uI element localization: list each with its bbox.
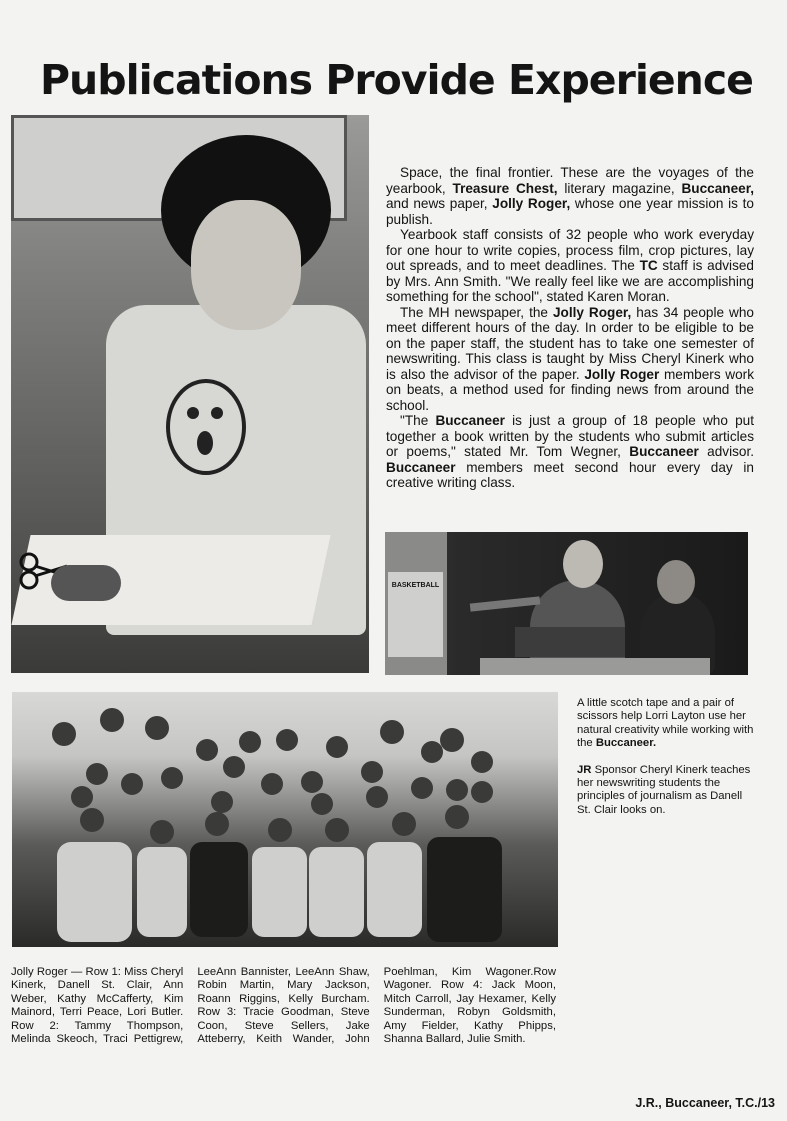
text-run: "The bbox=[400, 413, 436, 428]
text-run: literary magazine, bbox=[557, 180, 682, 196]
article-paragraph bbox=[386, 413, 754, 491]
desk-edge bbox=[480, 658, 710, 675]
bold-run: Jolly Roger, bbox=[552, 304, 632, 320]
text-run: is just a group of 18 people who put together a book written by the students who submit articles or poems," stated Mr. Tom Wegner, bbox=[386, 413, 754, 459]
text-run: Sponsor Cheryl Kinerk teaches her newswriting students the principles of journalism as Danell St. Clair looks on. bbox=[577, 763, 751, 816]
pointing-arm bbox=[470, 596, 540, 611]
text-run: and news paper, bbox=[386, 196, 493, 211]
article-paragraph bbox=[386, 165, 754, 227]
bold-run: Buccaneer, bbox=[681, 180, 755, 196]
text-run: A little scotch tape and a pair of scissors help Lorri Layton use her natural creativity while working with the bbox=[577, 697, 754, 750]
group-photo-roster: Jolly Roger — Row 1: Miss Cheryl Kinerk, Danell St. Clair, Ann Weber, Kathy McCafferty, Kim Mainord, Terri Peace, Lori Butler. Row 2: Tammy Thompson, Melinda Skeoch, Traci Pettigrew, LeeAnn Bannister, LeeAnn Shaw, Robin Martin, Mary Jackson, Roann Riggins, Kelly Burcham. Row 3: Tracie Goodman, Steve Coon, Steve Sellers, Jake Atteberry, Keith Wander, John Poehlman, Kim Wagoner.Row Wagoner. Row 4: Jack Moon, Mitch Carroll, Jay Hexamer, Kelly Sunderman, Robyn Goldsmith, Amy Fielder, Kathy Phipps, Shanna Ballard, Julie Smith. bbox=[11, 966, 556, 1046]
bold-run: Jolly Roger, bbox=[492, 196, 571, 211]
photo-cheryl-kinerk bbox=[385, 532, 748, 675]
text-run: advisor. bbox=[698, 444, 755, 459]
bold-run: Treasure Chest, bbox=[452, 180, 558, 196]
basketball-schedule-sign bbox=[388, 572, 443, 657]
text-run: whose one year mission is to publish. bbox=[386, 196, 754, 227]
article-paragraph bbox=[386, 227, 754, 305]
shirt-graphic-icon bbox=[161, 377, 251, 477]
bold-run: Buccaneer bbox=[435, 413, 505, 428]
text-run: The MH newspaper, the bbox=[400, 304, 553, 320]
text-run: members work on beats, a method used for finding news from around the school. bbox=[386, 366, 755, 413]
text-run: Space, the final frontier. These are the voyages of the yearbook, bbox=[386, 165, 754, 196]
article-paragraph bbox=[386, 305, 754, 414]
photo-captions bbox=[577, 697, 755, 830]
photo-jolly-roger-staff-group bbox=[12, 692, 558, 947]
bold-run: Buccaneer bbox=[386, 459, 456, 475]
group-of-people-icon bbox=[12, 692, 558, 947]
page-title: Publications Provide Experience bbox=[40, 56, 753, 104]
bold-run: TC bbox=[639, 258, 658, 273]
page-folio: J.R., Buccaneer, T.C./13 bbox=[635, 1096, 775, 1110]
teacher-head bbox=[563, 540, 603, 588]
bold-run: Buccaneer bbox=[629, 444, 699, 459]
bold-run: JR bbox=[577, 763, 592, 776]
podium bbox=[515, 627, 625, 657]
text-run: Yearbook staff consists of 32 people who work everyday for one hour to write copies, process film, crop pictures, lay out spreads, and to meet deadlines. The bbox=[386, 227, 754, 273]
text-run: staff is advised by Mrs. Ann Smith. "We really feel like we are accomplishing something for the school", stated Karen Moran. bbox=[386, 258, 754, 304]
tape-dispenser-icon bbox=[51, 565, 121, 601]
bold-run: Buccaneer. bbox=[595, 737, 657, 750]
text-run: has 34 people who meet different hours of the day. In order to be eligible to be on the paper staff, the student has to take one semester of newswriting. This class is taught by Miss Cheryl Kinerk who is also the advisor of the paper. bbox=[386, 304, 754, 382]
bold-run: Jolly Roger bbox=[584, 366, 660, 382]
caption-cheryl-kinerk bbox=[577, 764, 755, 818]
text-run: members meet second hour every day in creative writing class. bbox=[386, 459, 754, 490]
student-head bbox=[657, 560, 695, 604]
person-face bbox=[191, 200, 301, 330]
caption-lorri-layton bbox=[577, 697, 755, 751]
sign-text: BASKETBALL bbox=[391, 582, 440, 589]
article-body bbox=[386, 165, 754, 491]
photo-lorri-layton bbox=[11, 115, 369, 673]
